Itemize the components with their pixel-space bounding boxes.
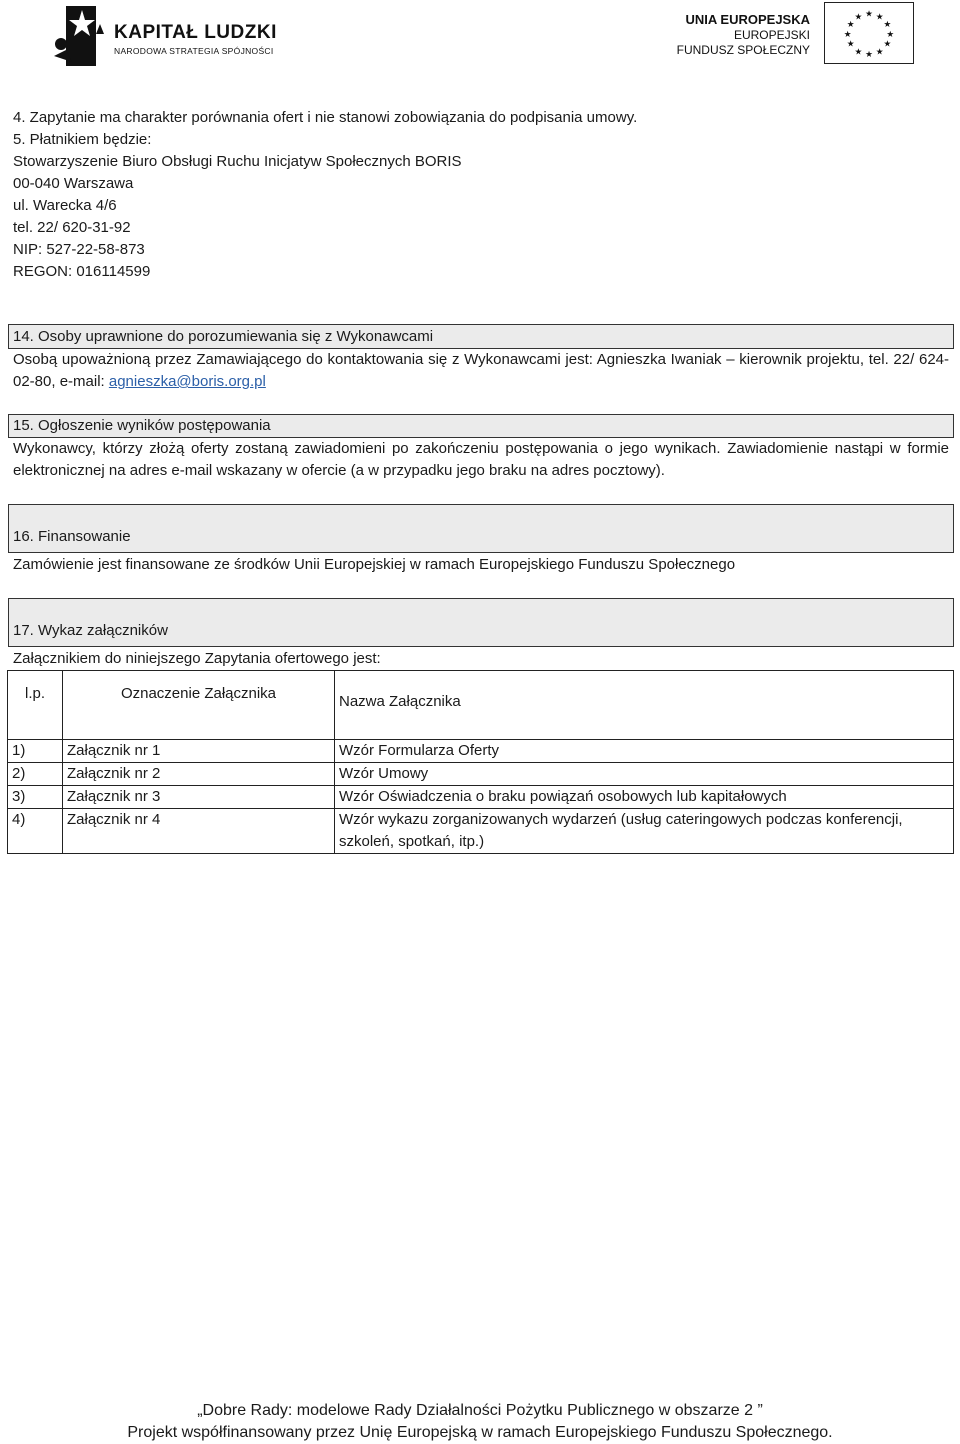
cell-nazwa: Wzór Oświadczenia o braku powiązań osobowych lub kapitałowych <box>335 786 954 809</box>
eu-logo <box>676 2 914 68</box>
section-14-title: 14. Osoby uprawnione do porozumiewania się z Wykonawcami <box>13 328 434 345</box>
section-14-body <box>13 349 949 393</box>
eu-flag-icon <box>824 2 914 64</box>
svg-text:★: ★ <box>875 12 884 23</box>
logo-subtitle: NARODOWA STRATEGIA SPÓJNOŚCI <box>114 46 274 56</box>
table-row <box>8 763 954 786</box>
svg-text:★: ★ <box>846 39 855 50</box>
cell-oznaczenie: Załącznik nr 4 <box>63 809 335 854</box>
cell-nazwa: Wzór Formularza Oferty <box>335 740 954 763</box>
intro-line: ul. Warecka 4/6 <box>13 197 117 214</box>
attachments-table <box>7 670 954 854</box>
kapital-ludzki-logo-icon <box>52 4 112 68</box>
section-17-intro: Załącznikiem do niniejszego Zapytania ofertowego jest: <box>13 650 381 667</box>
section-16-header <box>8 504 954 553</box>
cell-oznaczenie: Załącznik nr 1 <box>63 740 335 763</box>
svg-text:★: ★ <box>865 50 873 61</box>
header-cell-lp: l.p. <box>8 671 63 740</box>
intro-line: REGON: 016114599 <box>13 263 151 280</box>
svg-text:★: ★ <box>883 39 892 50</box>
table-row <box>8 786 954 809</box>
intro-line: 5. Płatnikiem będzie: <box>13 131 152 148</box>
cell-nazwa: Wzór wykazu zorganizowanych wydarzeń (usług cateringowych podczas konferencji, szkoleń, spotkań, itp.) <box>335 809 954 854</box>
table-header-row <box>8 671 954 740</box>
svg-text:★: ★ <box>883 20 892 31</box>
section-15-title: 15. Ogłoszenie wyników postępowania <box>13 417 271 434</box>
svg-text:★: ★ <box>886 29 895 40</box>
section-16-body: Zamówienie jest finansowane ze środków Unii Europejskiej w ramach Europejskiego Funduszu Społecznego <box>13 556 736 573</box>
svg-text:★: ★ <box>843 29 852 40</box>
eu-logo-line1: UNIA EUROPEJSKA <box>685 12 810 27</box>
header-cell-oznaczenie: Oznaczenie Załącznika <box>63 671 335 740</box>
intro-line: 00-040 Warszawa <box>13 175 134 192</box>
cell-lp: 1) <box>8 740 63 763</box>
email-link[interactable]: agnieszka@boris.org.pl <box>108 373 266 390</box>
cell-lp: 3) <box>8 786 63 809</box>
cell-oznaczenie: Załącznik nr 2 <box>63 763 335 786</box>
section-17-title: 17. Wykaz załączników <box>13 622 168 639</box>
section-14-text: Osobą upoważnioną przez Zamawiającego do kontaktowania się z Wykonawcami jest: Agnieszka Iwaniak – kierownik projektu, tel. 22/ 624-02-80, e-mail: <box>13 351 949 390</box>
intro-line: 4. Zapytanie ma charakter porównania ofert i nie stanowi zobowiązania do podpisania umowy. <box>13 109 638 126</box>
intro-line: NIP: 527-22-58-873 <box>13 241 145 258</box>
section-15-body: Wykonawcy, którzy złożą oferty zostaną zawiadomieni po zakończeniu postępowania o jego wynikach. Zawiadomienie nastąpi w formie elektronicznej na adres e-mail wskazany w ofercie (a w przypadku jego braku na adres pocztowy). <box>13 440 949 479</box>
svg-text:★: ★ <box>854 47 863 58</box>
svg-text:★: ★ <box>875 47 884 58</box>
eu-logo-line2: EUROPEJSKI <box>733 28 810 42</box>
cell-lp: 2) <box>8 763 63 786</box>
eu-logo-line3: FUNDUSZ SPOŁECZNY <box>676 43 810 57</box>
cell-lp: 4) <box>8 809 63 854</box>
intro-line: tel. 22/ 620-31-92 <box>13 219 131 236</box>
table-row <box>8 740 954 763</box>
table-row <box>8 809 954 854</box>
svg-text:★: ★ <box>854 12 863 23</box>
footer-line1: „Dobre Rady: modelowe Rady Działalności Pożytku Publicznego w obszarze 2 ” <box>197 1402 763 1419</box>
kapital-ludzki-logo <box>52 4 277 68</box>
header-cell-nazwa: Nazwa Załącznika <box>335 671 954 740</box>
section-16-title: 16. Finansowanie <box>13 528 131 545</box>
cell-nazwa: Wzór Umowy <box>335 763 954 786</box>
svg-text:★: ★ <box>846 20 855 31</box>
intro-line: Stowarzyszenie Biuro Obsługi Ruchu Inicjatyw Społecznych BORIS <box>13 153 462 170</box>
cell-oznaczenie: Załącznik nr 3 <box>63 786 335 809</box>
footer-line2: Projekt współfinansowany przez Unię Europejską w ramach Europejskiego Funduszu Społecznego. <box>127 1424 833 1441</box>
logo-title: KAPITAŁ LUDZKI <box>114 22 277 43</box>
svg-text:★: ★ <box>865 9 873 20</box>
